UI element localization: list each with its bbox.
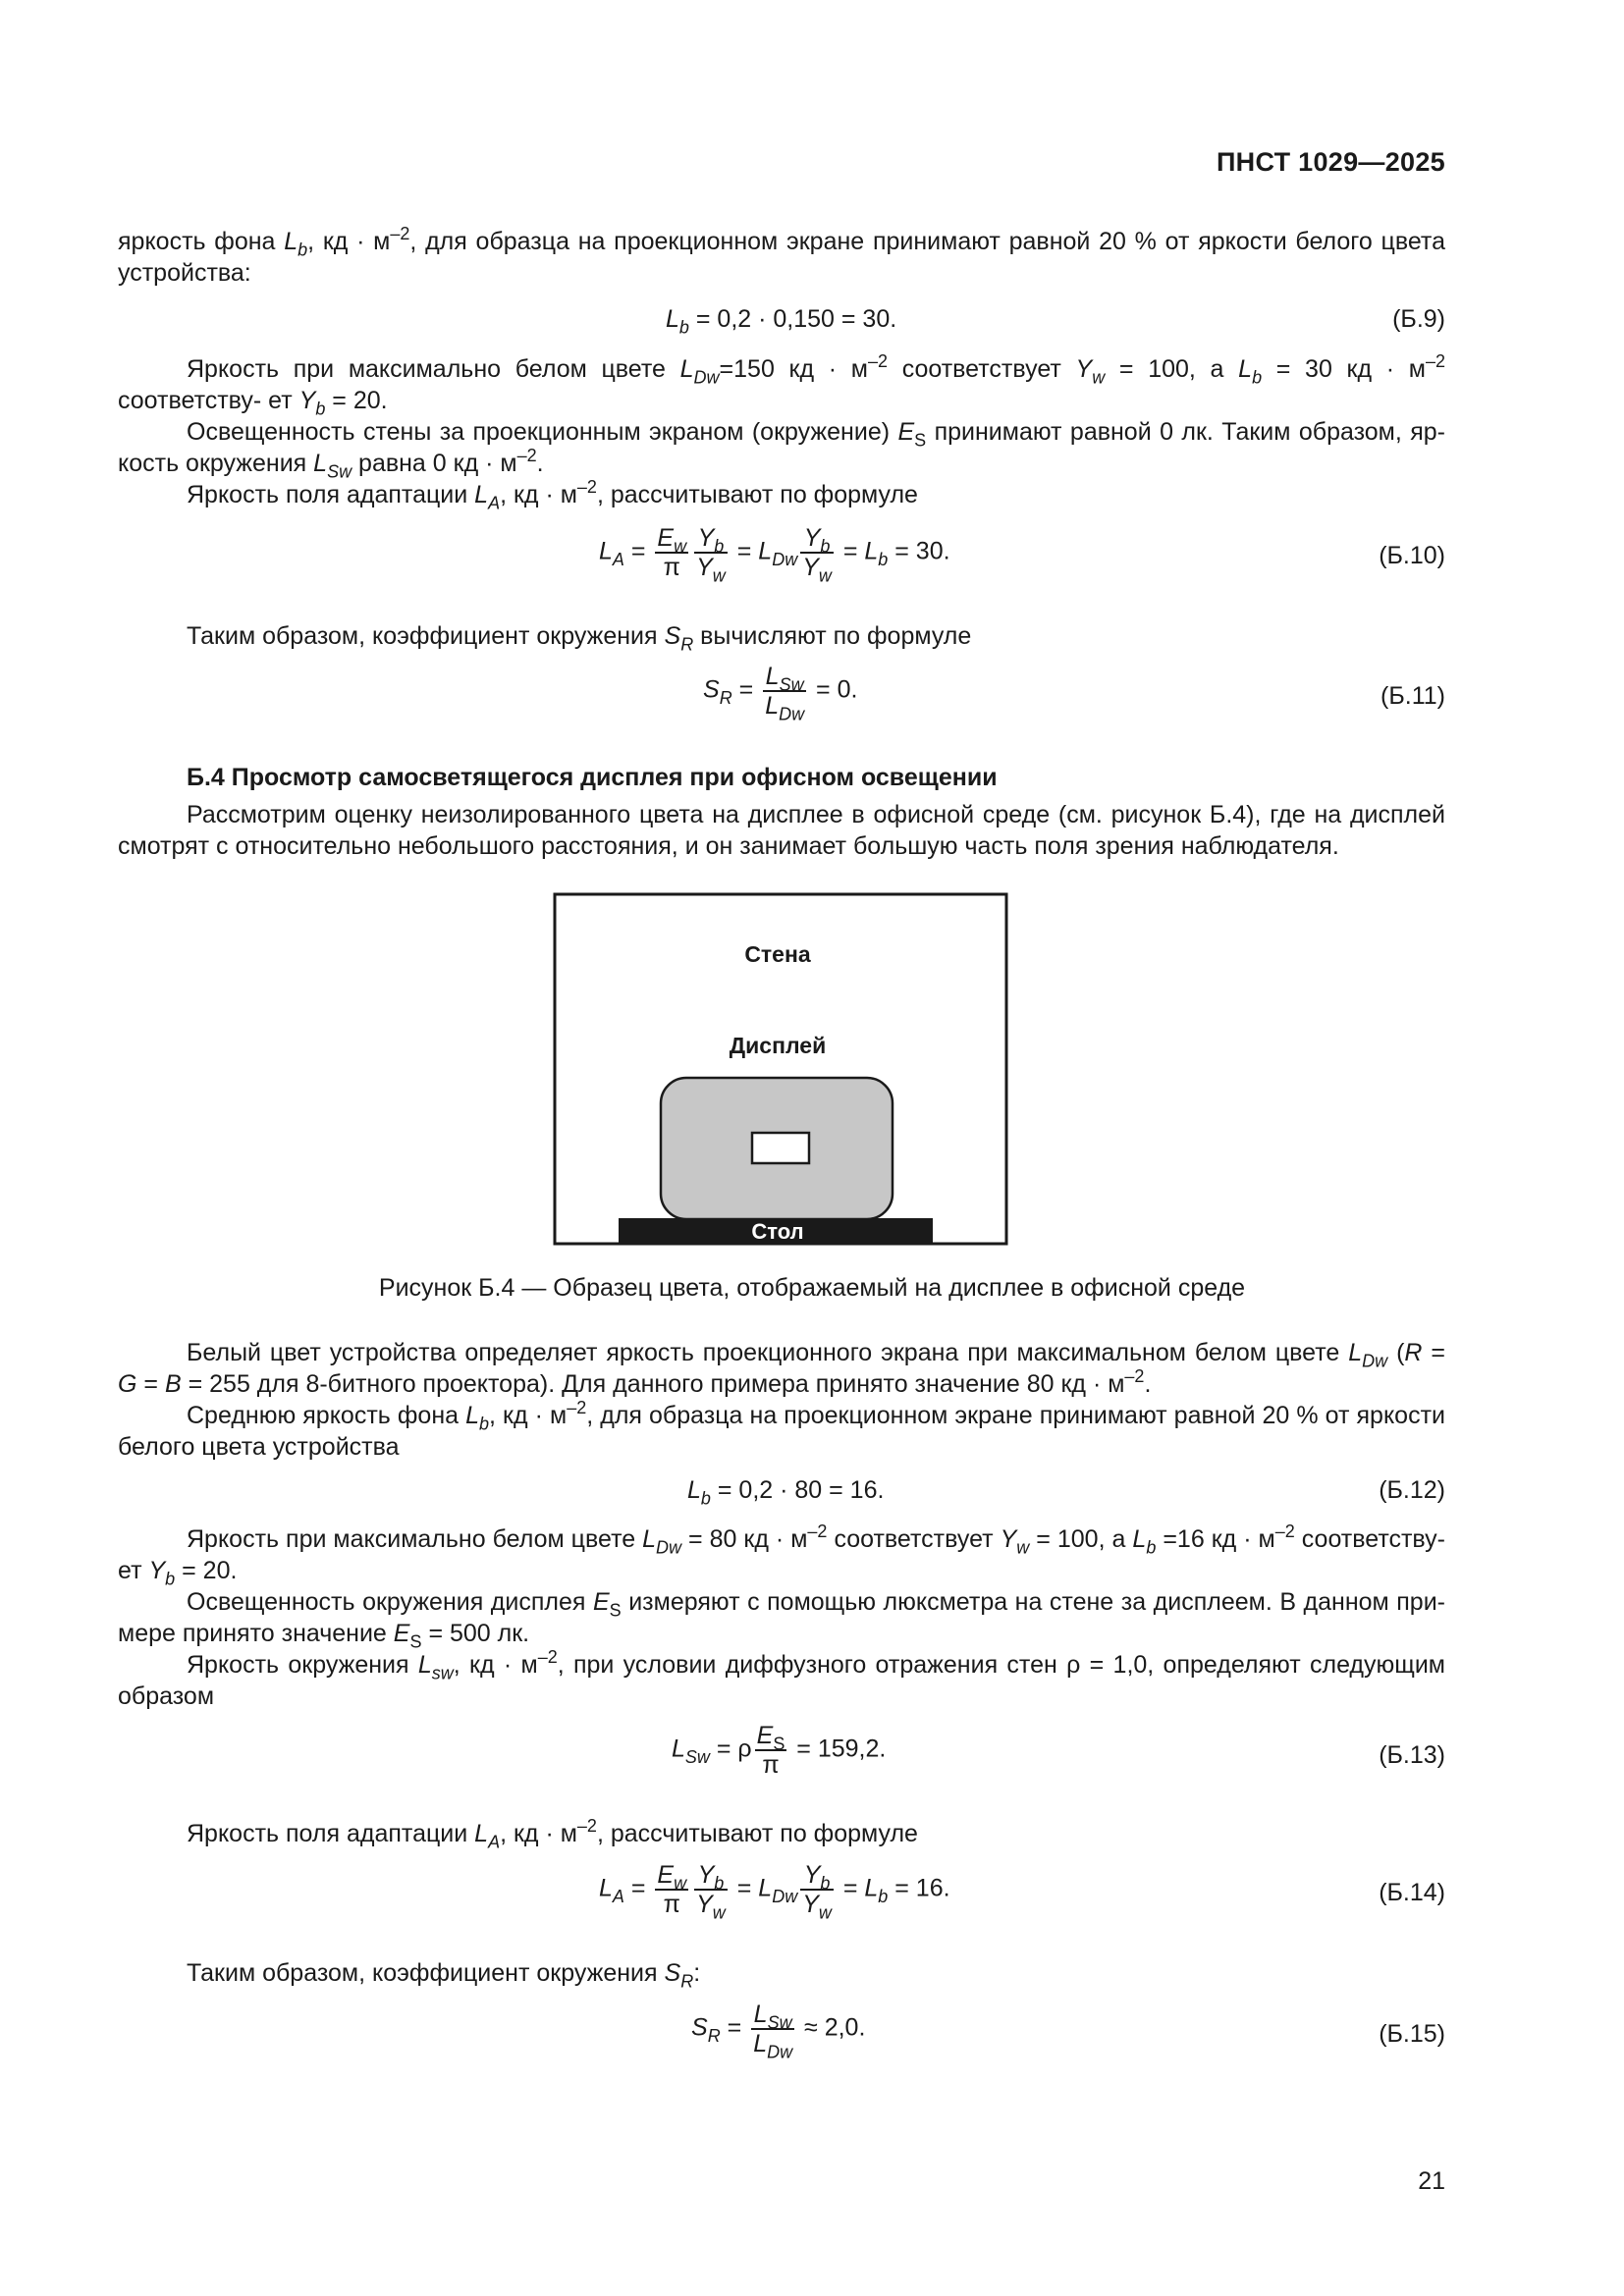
equation-b14: $L_A$ = $\frac{E_w}{\pi}$ $\frac{Y_b}{Y_w}$ = $L_{Dw}$ $\frac{Y_b}{Y_w}$ = $L_b = 16$. (Б.14) xyxy=(599,1861,1445,1923)
paragraph: Яркость при максимально белом цвете $L_{Dw}=150$ кд · $м^{-2}$ соответствует $Y_w = 100$, а $L_b = 30$ кд · $м^{-2}$ соответству- ет $Y_b = 20$. xyxy=(118,351,1445,419)
page-number: 21 xyxy=(1418,2167,1445,2195)
equation-b15: $S_R$ = $\frac{L_{Sw}}{L_{Dw}}$ ≈ 2,0. (Б.15) xyxy=(691,2001,1445,2062)
equation-number: (Б.9) xyxy=(1392,305,1445,333)
equation-number: (Б.15) xyxy=(1379,2020,1445,2048)
section-heading: Б.4 Просмотр самосветящегося дисплея при офисном освещении xyxy=(187,764,998,791)
equation-b13: $L_{Sw} = \rho$ $\frac{E_S}{\pi}$ = 159,2. (Б.13) xyxy=(672,1722,1445,1779)
paragraph: Среднюю яркость фона $L_b$, кд · $м^{-2}$, для образца на проекционном экране принимают равной 20 % от яркости белого цвета устройства xyxy=(118,1398,1445,1461)
table-label: Стол xyxy=(751,1219,804,1244)
equation-b10: $L_A$ = $\frac{E_w}{\pi}$ $\frac{Y_b}{Y_w}$ = $L_{Dw}$ $\frac{Y_b}{Y_w}$ = $L_b = 30$. (Б.10) xyxy=(599,524,1445,586)
equation-number: (Б.10) xyxy=(1379,542,1445,569)
wall-label: Стена xyxy=(744,941,811,967)
paragraph: Таким образом, коэффициент окружения $S_R$ вычисляют по формуле xyxy=(187,622,972,655)
equation-number: (Б.12) xyxy=(1379,1476,1445,1504)
equation-number: (Б.13) xyxy=(1379,1741,1445,1769)
paragraph: Яркость поля адаптации $L_A$, кд · $м^{-2}$, рассчитывают по формуле xyxy=(187,477,918,513)
paragraph: Яркость поля адаптации $L_A$, кд · $м^{-2}$, рассчитывают по формуле xyxy=(187,1816,918,1852)
figure-b4 xyxy=(550,889,1013,1249)
equation-number: (Б.14) xyxy=(1379,1879,1445,1906)
paragraph: Яркость окружения $L_{sw}$, кд · $м^{-2}$, при условии диффузного отражения стен ρ = 1,0, определяют следующим образом xyxy=(118,1647,1445,1710)
paragraph: Рассмотрим оценку неизолированного цвета на дисплее в офисной среде (см. рисунок Б.4), где на дисплей смотрят с относительно небольшого расстояния, и он занимает большую часть поля зрения наблюдателя. xyxy=(118,801,1445,860)
color-sample xyxy=(752,1133,809,1163)
paragraph: Освещенность окружения дисплея $E_S$ измеряют с помощью люксметра на стене за дисплеем. В данном при- мере принято значение $E_S = 500$ лк. xyxy=(118,1588,1446,1652)
equation-number: (Б.11) xyxy=(1380,682,1445,710)
document-id: ПНСТ 1029—2025 xyxy=(1216,147,1445,177)
paragraph: Белый цвет устройства определяет яркость проекционного экрана при максимальном белом цвете $L_{Dw}$ (R = G = B = 255 для 8-битного проектора). Для данного примера принято значение 80 кд · $м^{-2}$. xyxy=(118,1339,1445,1398)
document-page: ПНСТ 1029—2025 яркость фона $L_b$, кд · $м^{-2}$, для образца на проекционном экране принимают равной 20 % от яркости белого цвета устройства: $L_b = 0,2 \cdot 0,150 = 30$. (Б.9) Яркость при максимально белом цвете $L_{Dw}=150$ кд · $м^{-2}$ соответствует $Y_w = 100$, а $L_b = 30$ кд · $м^{-2}$ соответству- ет $Y_b = 20$. Освещенность стены за проекционным экраном (окружение) $E_S$ принимают равной 0 лк. Таким образом, яр- кость окружения $L_{Sw}$ равна 0 кд · $м^{-2}$. Яркость поля адаптации $L_A$, кд · $м^{-2}$, рассчитывают по формуле $L_A$ = $\frac{E_w}{\pi}$ $\frac{Y_b}{Y_w}$ = $L_{Dw}$ $\frac{Y_b}{Y_w}$ = $L_b = 30$. (Б.10) Таким образом, коэффициент окружения $S_R$ вычисляют по формуле $S_R$ = $\frac{L_{Sw}}{L_{Dw}}$ = 0. (Б.11) Б.4 Просмотр самосветящегося дисплея при офисном освещении Рассмотрим оценку неизолированного цвета на дисплее в офисной среде (см. рисунок Б.4), где на дисплей смотрят с относительно небольшого расстояния, и он занимает большую часть поля зрения наблюдателя. Стена Дисплей Стол Рисунок Б.4 — Образец цвета, отображаемый на дисплее в офисной среде Белый цвет устройства определяет яркость проекционного экрана при максимальном белом цвете $L_{Dw}$ (R = G = B = 255 для 8-битного проектора). Для данного примера принято значение 80 кд · $м^{-2}$. Среднюю яркость фона $L_b$, кд · $м^{-2}$, для образца на проекционном экране принимают равной 20 % от яркости белого цвета устройства $L_b = 0,2 \cdot 80 = 16$. (Б.12) Яркость при максимально белом цвете $L_{Dw} = 80$ кд · $м^{-2}$ соответствует $Y_w = 100$, а $L_b =16$ кд · $м^{-2}$ соответству- ет $Y_b = 20$. Освещенность окружения дисплея $E_S$ измеряют с помощью люксметра на стене за дисплеем. В данном при- мере принято значение $E_S = 500$ лк. Яркость окружения $L_{sw}$, кд · $м^{-2}$, при условии диффузного отражения стен ρ = 1,0, определяют следующим образом $L_{Sw} = \rho$ $\frac{E_S}{\pi}$ = 159,2. (Б.13) Яркость поля адаптации $L_A$, кд · $м^{-2}$, рассчитывают по формуле $L_A$ = $\frac{E_w}{\pi}$ $\frac{Y_b}{Y_w}$ = $L_{Dw}$ $\frac{Y_b}{Y_w}$ = $L_b = 16$. (Б.14) Таким образом, коэффициент окружения $S_R$: $S_R$ = $\frac{L_{Sw}}{L_{Dw}}$ ≈ 2,0. (Б.15) 21 xyxy=(0,0,1624,2296)
paragraph: яркость фона $L_b$, кд · $м^{-2}$, для образца на проекционном экране принимают равной 20 % от яркости белого цвета устройства: xyxy=(118,224,1445,287)
paragraph: Освещенность стены за проекционным экраном (окружение) $E_S$ принимают равной 0 лк. Таким образом, яр- кость окружения $L_{Sw}$ равна 0 кд · $м^{-2}$. xyxy=(118,418,1445,482)
paragraph: Яркость при максимально белом цвете $L_{Dw} = 80$ кд · $м^{-2}$ соответствует $Y_w = 100$, а $L_b =16$ кд · $м^{-2}$ соответству- ет $Y_b = 20$. xyxy=(118,1522,1445,1589)
display-label: Дисплей xyxy=(729,1033,827,1058)
figure-caption: Рисунок Б.4 — Образец цвета, отображаемый на дисплее в офисной среде xyxy=(378,1274,1246,1302)
equation-b11: $S_R$ = $\frac{L_{Sw}}{L_{Dw}}$ = 0. (Б.11) xyxy=(703,663,1445,724)
paragraph: Таким образом, коэффициент окружения $S_R$: xyxy=(187,1959,701,1992)
